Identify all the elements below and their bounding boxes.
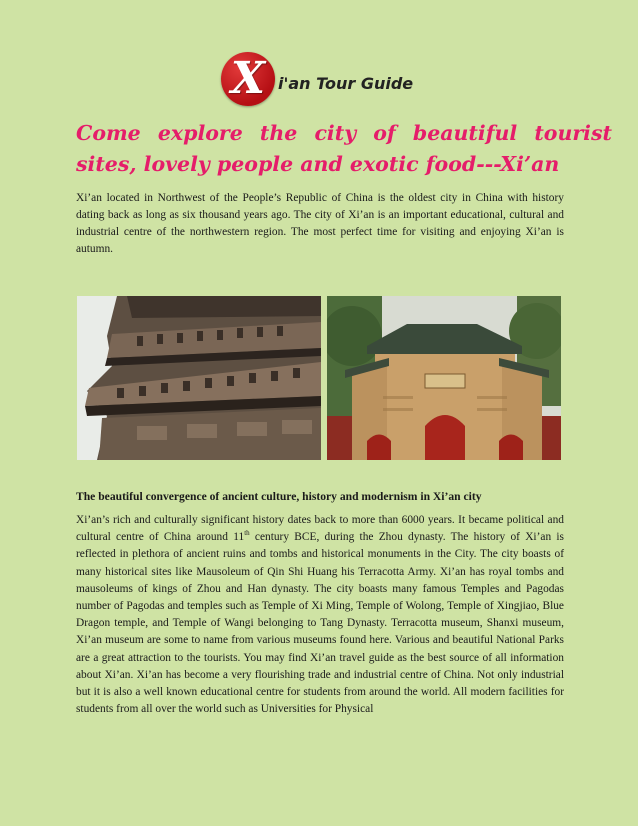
logo-letter: X (230, 53, 266, 104)
pagoda-illustration (77, 296, 321, 460)
page-title (76, 118, 612, 180)
intro-paragraph: Xi’an located in Northwest of the People’s Republic of China is the oldest city in China with history dating back as long as six thousand years ago. The city of Xi’an is an important educational, cultural and industrial centre of the northwestern region. The most perfect time for visiting and enjoying Xi’an is autumn. (76, 192, 564, 255)
temple-gate-photo (327, 296, 561, 460)
body-text-part-2: century BCE, during the Zhou dynasty. The history of Xi’an is reflected in plethora of ancient ruins and tombs and historical monuments in the City. The city boasts of many historical sites like Mausoleum of Qin Shi Huang his Terracotta Army. Xi’an has royal tombs and mausoleums of kings of Zhou and Han dynasty. The city boasts many famous Temples and Pagodas number of Pagodas and temples such as Temple of Xi Ming, Temple of Wolong, Temple of Xingjiao, Blue Dragon temple, and Temple of Wangi belonging to Tang Dynasty. Terracotta museum, Shanxi museum, Xi’an museum are some to name from various museums found here. Various and beautiful National Parks are a great attraction to the tourists. You may find Xi’an travel guide as the best source of all information about Xi’an. Xi’an has become a very flourishing trade and industrial centre of China. Not only industrial but it is also a well known educational centre for students from around the world. All modern facilities for students from all over the world such as Universities for Physical (76, 531, 564, 716)
pagoda-photo (77, 296, 321, 460)
body-text-part-1: Xi’an’s rich and culturally significant history dates back to more than 6000 years. It became political and cultural centre of China around 11 (76, 514, 564, 544)
logo-text: i'an Tour Guide (278, 74, 414, 93)
section-heading: The beautiful convergence of ancient culture, history and modernism in Xi’an city (76, 490, 482, 503)
xian-tour-guide-logo (221, 50, 431, 108)
temple-gate-illustration (327, 296, 561, 460)
section-body (76, 512, 564, 718)
title-line-2: sites, lovely people and exotic food---Xi’an (76, 152, 560, 176)
ordinal-suffix: th (244, 529, 250, 538)
logo-red-circle (221, 52, 275, 106)
title-line-1: Come explore the city of beautiful tourist (76, 121, 612, 145)
